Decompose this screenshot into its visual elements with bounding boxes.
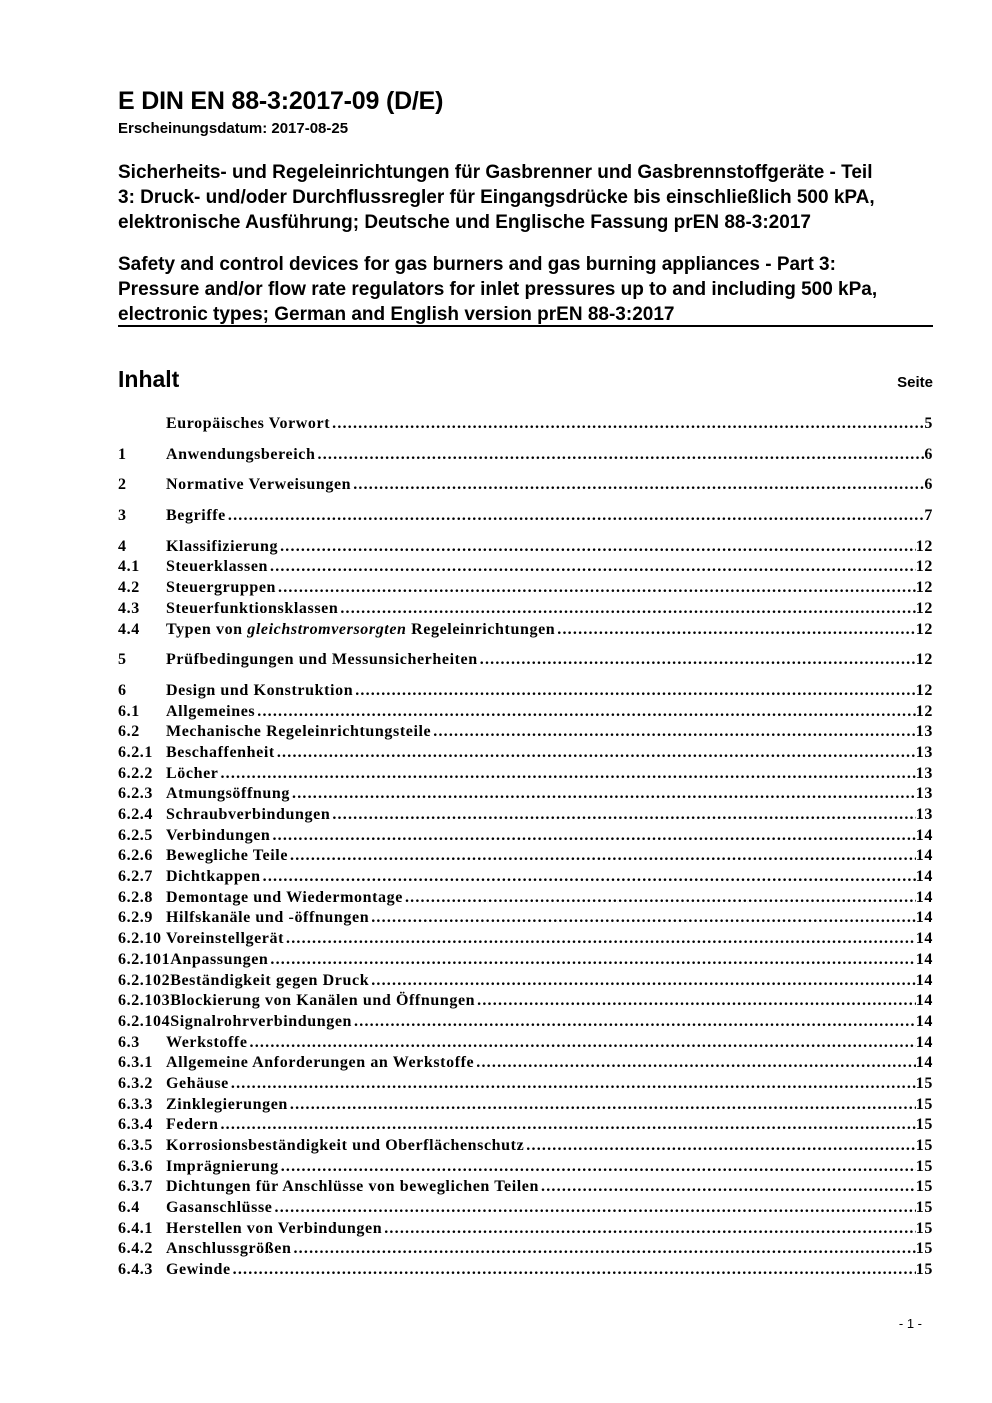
toc-entry-number: 6.3.5 <box>118 1137 153 1154</box>
toc-dot-leader <box>270 558 916 576</box>
toc-dot-leader <box>526 1137 916 1155</box>
toc-entry-page: 14 <box>915 930 933 948</box>
toc-entry-title: Herstellen von Verbindungen <box>166 1219 383 1237</box>
toc-entry-number: 6.2.6 <box>118 847 153 865</box>
toc-dot-leader <box>293 1240 915 1258</box>
toc-entry-page: 15 <box>915 1240 933 1258</box>
title-de-line: elektronische Ausführung; Deutsche und Englische Fassung prEN 88-3:2017 <box>118 212 811 233</box>
toc-dot-leader <box>281 1158 916 1176</box>
toc-entry[interactable] <box>118 1137 933 1158</box>
toc-entry-number: 6.3.6 <box>118 1157 153 1175</box>
toc-entry-page: 14 <box>915 888 933 906</box>
toc-entry-number: 6.2 <box>118 723 140 741</box>
toc-entry-page: 12 <box>915 558 933 576</box>
toc-dot-leader <box>557 621 916 639</box>
toc-entry-number: 6.2.7 <box>118 868 153 886</box>
toc-dot-leader <box>355 682 916 700</box>
toc-entry-title: Anwendungsbereich <box>166 445 316 463</box>
toc-entry-title: Allgemeines <box>166 702 256 720</box>
toc-entry-page: 14 <box>915 826 933 844</box>
toc-dot-leader <box>384 1220 916 1238</box>
toc-dot-leader <box>371 972 916 990</box>
toc-entry-page: 15 <box>915 1219 933 1237</box>
toc-entry-title: Gehäuse <box>166 1074 229 1092</box>
toc-dot-leader <box>476 1054 916 1072</box>
toc-entry[interactable] <box>118 827 933 848</box>
toc-entry-number: 6.2.8 <box>118 888 153 906</box>
toc-entry-page: 14 <box>915 1012 933 1030</box>
toc-entry-page: 13 <box>915 743 933 761</box>
toc-dot-leader <box>270 951 915 969</box>
toc-entry-number: 6.4.1 <box>118 1219 153 1237</box>
toc-entry[interactable] <box>118 1158 933 1179</box>
toc-entry[interactable] <box>118 1013 933 1034</box>
toc-page-column-label: Seite <box>897 374 933 391</box>
toc-entry-page: 15 <box>915 1116 933 1134</box>
toc-entry-number: 6.4.3 <box>118 1261 153 1279</box>
toc-entry[interactable] <box>118 785 933 806</box>
toc-entry-title: Löcher <box>166 764 219 782</box>
toc-entry-page: 12 <box>915 579 933 597</box>
toc-dot-leader <box>353 476 924 494</box>
toc-entry-title: Anschlussgrößen <box>166 1240 292 1258</box>
toc-entry-title: Werkstoffe <box>166 1033 248 1051</box>
toc-entry[interactable] <box>118 1034 933 1055</box>
toc-entry[interactable] <box>118 744 933 765</box>
toc-entry-number: 6.3.2 <box>118 1074 153 1092</box>
toc-entry-title: Schraubverbindungen <box>166 806 331 823</box>
toc-dot-leader <box>250 1034 916 1052</box>
document-title-german <box>118 160 933 235</box>
toc-dot-leader <box>480 651 916 669</box>
toc-entry[interactable] <box>118 909 933 930</box>
toc-entry-page: 14 <box>915 1033 933 1051</box>
toc-entry[interactable] <box>118 538 933 559</box>
toc-entry[interactable] <box>118 476 933 497</box>
toc-dot-leader <box>433 723 916 741</box>
toc-entry-title: Dichtungen für Anschlüsse von beweglichen Teilen <box>166 1178 540 1196</box>
toc-dot-leader <box>277 744 916 762</box>
toc-entry-page: 12 <box>915 537 933 555</box>
toc-entry-number: 6.3 <box>118 1033 140 1051</box>
toc-entry[interactable] <box>118 1075 933 1096</box>
toc-dot-leader <box>231 1075 916 1093</box>
toc-entry-number: 6.2.101 <box>118 950 171 968</box>
toc-entry-number: 6.2.5 <box>118 826 153 844</box>
document-title-english <box>118 252 933 327</box>
toc-entry[interactable] <box>118 703 933 724</box>
toc-dot-leader <box>371 909 916 927</box>
toc-entry-number: 4.2 <box>118 579 140 597</box>
toc-dot-leader <box>290 1096 916 1114</box>
toc-entry[interactable] <box>118 1220 933 1241</box>
toc-entry-number: 6.2.104 <box>118 1012 171 1030</box>
toc-entry-number: 4.3 <box>118 599 140 617</box>
toc-entry-title: Dichtkappen <box>166 868 261 886</box>
toc-entry-page: 13 <box>915 764 933 782</box>
toc-entry-number: 4.1 <box>118 558 140 576</box>
toc-dot-leader <box>272 827 915 845</box>
toc-entry-title: Zinklegierungen <box>166 1095 288 1113</box>
toc-heading: Inhalt <box>118 366 180 392</box>
toc-entry-page: 14 <box>915 971 933 989</box>
toc-entry-title: Beständigkeit gegen Druck <box>170 971 370 989</box>
toc-entry-title: Steuerklassen <box>166 558 269 576</box>
toc-dot-leader <box>541 1178 916 1196</box>
toc-entry-title: Design und Konstruktion <box>166 681 354 699</box>
toc-entry[interactable] <box>118 1178 933 1199</box>
toc-entry-number: 6.3.7 <box>118 1178 153 1196</box>
toc-entry-number: 6.2.10 <box>118 930 162 948</box>
toc-dot-leader <box>332 415 924 433</box>
toc-dot-leader <box>280 538 916 556</box>
toc-dot-leader <box>220 765 915 783</box>
toc-entry-page: 6 <box>924 445 933 463</box>
toc-dot-leader <box>290 847 916 865</box>
toc-entry-page: 15 <box>915 1137 933 1154</box>
document-code-heading: E DIN EN 88-3:2017-09 (D/E) <box>118 87 444 115</box>
toc-entry-page: 7 <box>924 507 933 525</box>
toc-entry[interactable] <box>118 723 933 744</box>
toc-entry-number: 6.2.3 <box>118 785 153 803</box>
title-de-line: 3: Druck- und/oder Durchflussregler für Eingangsdrücke bis einschließlich 500 kPA, <box>118 187 875 208</box>
toc-entry-title: Gewinde <box>166 1261 231 1279</box>
toc-list <box>118 415 933 1282</box>
toc-dot-leader <box>332 806 915 824</box>
toc-dot-leader <box>257 703 916 721</box>
toc-entry[interactable] <box>118 930 933 951</box>
toc-entry-number: 6 <box>118 681 127 699</box>
toc-entry-number: 2 <box>118 476 127 494</box>
toc-entry-title: Beschaffenheit <box>166 743 275 761</box>
toc-entry-page: 13 <box>915 806 933 823</box>
toc-entry-page: 12 <box>915 702 933 720</box>
toc-entry-title: Hilfskanäle und -öffnungen <box>166 909 370 927</box>
toc-entry-page: 15 <box>915 1074 933 1092</box>
toc-entry-number: 4 <box>118 537 127 555</box>
toc-dot-leader <box>405 889 916 907</box>
toc-entry-number: 5 <box>118 651 127 669</box>
title-en-line: electronic types; German and English version prEN 88-3:2017 <box>118 304 675 325</box>
toc-entry-number: 4.4 <box>118 620 140 638</box>
toc-entry-page: 14 <box>915 950 933 968</box>
toc-entry-title: Blockierung von Kanälen und Öffnungen <box>170 992 476 1010</box>
toc-entry-page: 5 <box>924 415 933 432</box>
toc-dot-leader <box>263 868 916 886</box>
toc-entry-page: 14 <box>915 868 933 886</box>
toc-entry-title: Normative Verweisungen <box>166 476 352 494</box>
toc-entry[interactable] <box>118 682 933 703</box>
toc-entry[interactable] <box>118 1054 933 1075</box>
toc-entry-page: 14 <box>915 909 933 927</box>
toc-entry[interactable] <box>118 951 933 972</box>
toc-entry-page: 15 <box>915 1157 933 1175</box>
toc-entry-number: 6.2.102 <box>118 971 171 989</box>
toc-entry[interactable] <box>118 1240 933 1261</box>
toc-entry-number: 6.3.1 <box>118 1054 153 1072</box>
toc-entry-number: 6.4.2 <box>118 1240 153 1258</box>
toc-entry[interactable] <box>118 1199 933 1220</box>
page-number-footer: - 1 - <box>898 1316 922 1331</box>
toc-entry[interactable] <box>118 806 933 827</box>
toc-dot-leader <box>275 1199 916 1217</box>
toc-entry-title: Voreinstellgerät <box>166 930 285 948</box>
toc-entry[interactable] <box>118 1096 933 1117</box>
toc-entry[interactable] <box>118 868 933 889</box>
toc-entry-page: 12 <box>915 681 933 699</box>
toc-entry-number: 6.3.4 <box>118 1116 153 1134</box>
toc-entry-page: 15 <box>915 1199 933 1217</box>
toc-entry[interactable] <box>118 1261 933 1282</box>
toc-entry-page: 6 <box>924 476 933 494</box>
toc-entry-number: 6.2.103 <box>118 992 171 1010</box>
toc-entry-title: Klassifizierung <box>166 537 279 555</box>
toc-entry-title: Europäisches Vorwort <box>166 415 331 432</box>
publication-date: Erscheinungsdatum: 2017-08-25 <box>118 120 349 137</box>
toc-entry-page: 14 <box>915 992 933 1010</box>
toc-entry-number: 6.2.2 <box>118 764 153 782</box>
toc-entry-title: Anpassungen <box>170 950 269 968</box>
toc-entry-page: 13 <box>915 785 933 803</box>
toc-entry-number: 6.2.1 <box>118 743 153 761</box>
toc-entry[interactable] <box>118 1116 933 1137</box>
toc-entry-title: Prüfbedingungen und Messunsicherheiten <box>166 651 478 669</box>
toc-entry-number: 6.2.4 <box>118 806 153 823</box>
toc-entry-number: 6.3.3 <box>118 1095 153 1113</box>
toc-entry-title: Typen von gleichstromversorgten Regeleinrichtungen <box>166 620 556 638</box>
toc-dot-leader <box>340 600 915 618</box>
toc-dot-leader <box>354 1013 916 1031</box>
toc-entry-page: 15 <box>915 1261 933 1279</box>
title-en-line: Pressure and/or flow rate regulators for inlet pressures up to and including 500 kPa, <box>118 279 878 300</box>
toc-entry-number: 6.1 <box>118 702 140 720</box>
toc-entry-title: Mechanische Regeleinrichtungsteile <box>166 723 432 741</box>
toc-entry[interactable] <box>118 415 933 436</box>
toc-dot-leader <box>286 930 916 948</box>
toc-entry[interactable] <box>118 558 933 579</box>
toc-entry-number: 6.4 <box>118 1199 140 1217</box>
toc-entry-page: 13 <box>915 723 933 741</box>
toc-entry-page: 14 <box>915 1054 933 1072</box>
toc-entry-title: Begriffe <box>166 507 226 525</box>
toc-entry[interactable] <box>118 579 933 600</box>
toc-entry-page: 12 <box>915 620 933 638</box>
toc-entry[interactable] <box>118 889 933 910</box>
toc-entry-title: Steuergruppen <box>166 579 277 597</box>
page-content <box>118 0 933 1282</box>
toc-dot-leader <box>278 579 916 597</box>
toc-entry-page: 14 <box>915 847 933 865</box>
toc-dot-leader <box>228 507 925 525</box>
toc-header-row <box>118 365 933 393</box>
toc-entry-title: Demontage und Wiedermontage <box>166 888 403 906</box>
toc-dot-leader <box>220 1116 915 1134</box>
toc-entry-title: Imprägnierung <box>166 1157 279 1175</box>
toc-entry-page: 12 <box>915 599 933 617</box>
toc-entry[interactable] <box>118 847 933 868</box>
toc-entry-title: Bewegliche Teile <box>166 847 289 865</box>
toc-entry[interactable] <box>118 992 933 1013</box>
toc-entry-title: Signalrohrverbindungen <box>170 1012 353 1030</box>
toc-dot-leader <box>292 785 916 803</box>
toc-dot-leader <box>318 446 925 464</box>
toc-entry[interactable] <box>118 446 933 467</box>
toc-entry-title: Allgemeine Anforderungen an Werkstoffe <box>166 1054 475 1072</box>
title-en-line: Safety and control devices for gas burners and gas burning appliances - Part 3: <box>118 254 836 275</box>
toc-dot-leader <box>233 1261 916 1279</box>
toc-entry-page: 15 <box>915 1095 933 1113</box>
toc-entry-title: Steuerfunktionsklassen <box>166 599 339 617</box>
toc-entry-title: Gasanschlüsse <box>166 1199 273 1217</box>
toc-entry-number: 1 <box>118 445 127 463</box>
toc-entry[interactable] <box>118 621 933 642</box>
toc-entry-page: 12 <box>915 651 933 669</box>
toc-entry-title: Atmungsöffnung <box>166 785 290 803</box>
title-de-line: Sicherheits- und Regeleinrichtungen für Gasbrenner und Gasbrennstoffgeräte - Teil <box>118 162 873 183</box>
toc-entry-title: Federn <box>166 1116 219 1134</box>
toc-entry-title: Verbindungen <box>166 826 271 844</box>
toc-dot-leader <box>477 992 916 1010</box>
toc-entry-number: 3 <box>118 507 127 525</box>
toc-entry[interactable] <box>118 507 933 528</box>
toc-entry[interactable] <box>118 765 933 786</box>
toc-entry[interactable] <box>118 651 933 672</box>
toc-entry[interactable] <box>118 600 933 621</box>
toc-entry-title: Korrosionsbeständigkeit und Oberflächenschutz <box>166 1137 525 1154</box>
toc-entry-page: 15 <box>915 1178 933 1196</box>
toc-entry[interactable] <box>118 972 933 993</box>
toc-entry-number: 6.2.9 <box>118 909 153 927</box>
